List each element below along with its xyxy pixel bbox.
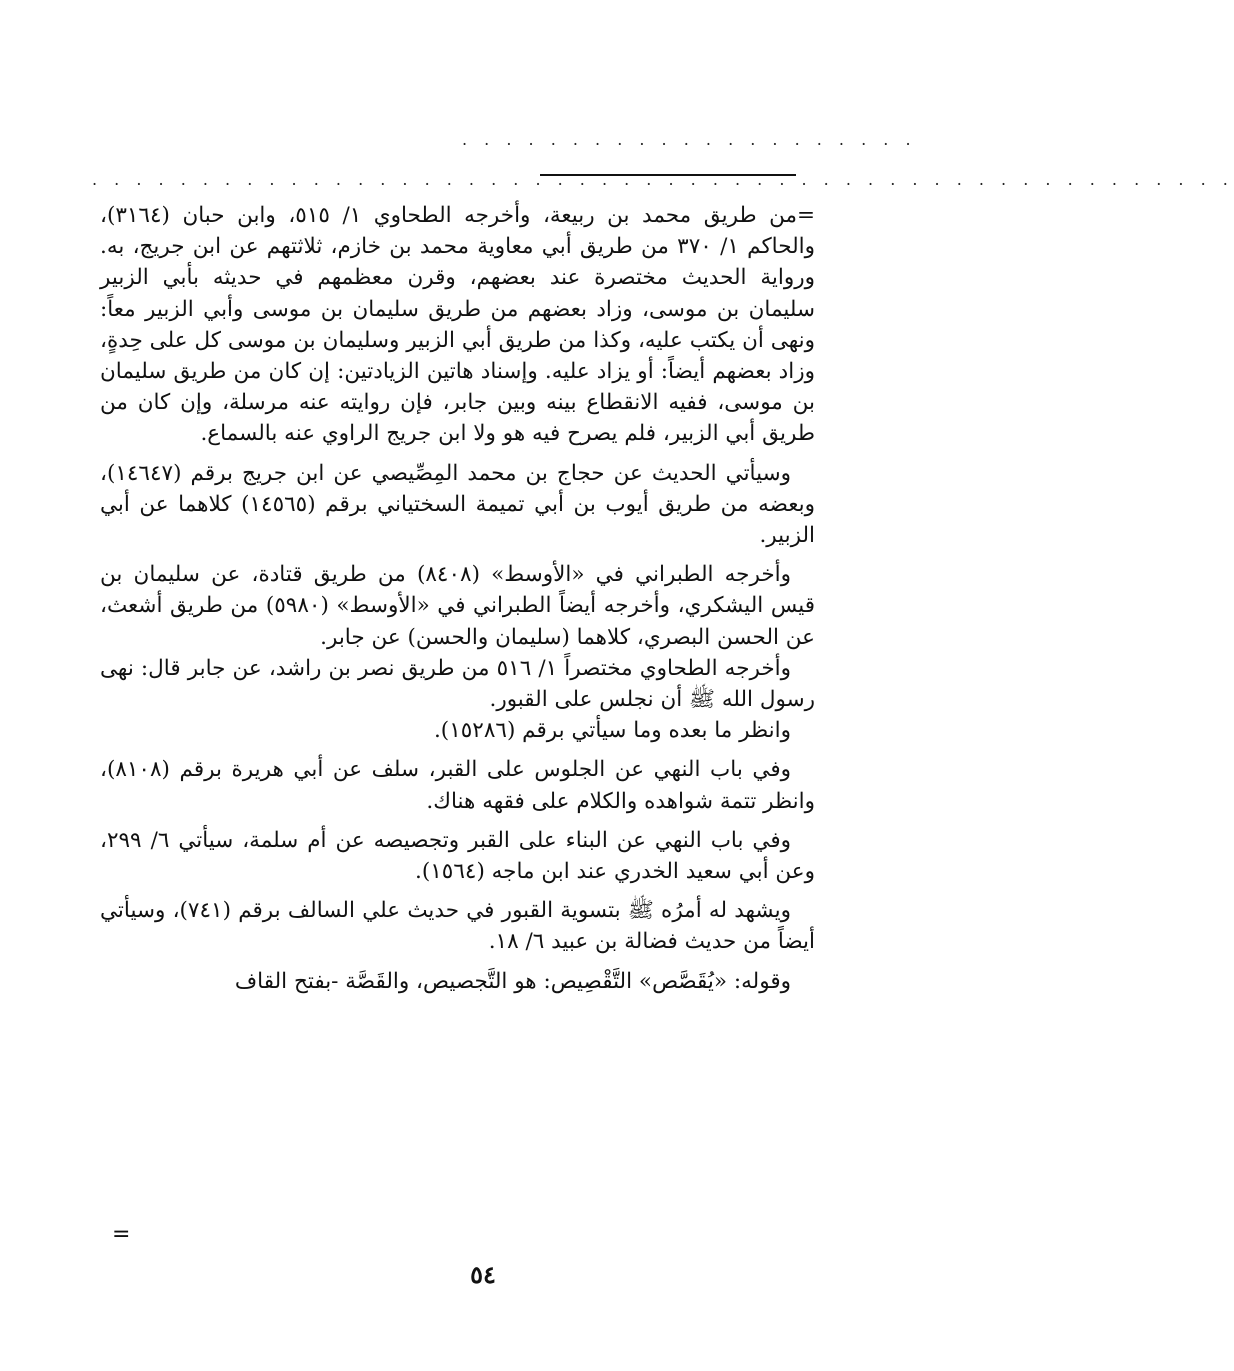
paragraph-4: وأخرجه الطحاوي مختصراً ١/ ٥١٦ من طريق نصر بن راشد، عن جابر قال: نهى رسول الله ﷺ أن نجلس على القبور. xyxy=(100,655,815,713)
paragraph-8: ويشهد له أمرُه ﷺ بتسوية القبور في حديث علي السالف برقم (٧٤١)، وسيأتي أيضاً من حديث فضالة بن عبيد ٦/ ١٨. xyxy=(100,898,815,955)
paragraph-6: وفي باب النهي عن الجلوس على القبر، سلف عن أبي هريرة برقم (٨١٠٨)، وانظر تتمة شواهده والكلام على فقهه هناك. xyxy=(100,757,815,814)
dotted-separator xyxy=(92,120,1234,200)
footnote-text xyxy=(100,200,815,997)
paragraph-5: وانظر ما بعده وما سيأتي برقم (١٥٢٨٦). xyxy=(433,718,791,744)
paragraph-2: وسيأتي الحديث عن حجاج بن محمد المِصِّيصي عن ابن جريج برقم (١٤٦٤٧)، وبعضه من طريق أيوب بن أبي تميمة السختياني برقم (١٤٥٦٥) كلاهما عن أبي الزبير. xyxy=(100,460,815,549)
footnote-rule xyxy=(540,174,796,176)
paragraph-1: =من طريق محمد بن ربيعة، وأخرجه الطحاوي ١/ ٥١٥، وابن حبان (٣١٦٤)، والحاكم ١/ ٣٧٠ من طريق أبي معاوية محمد بن خازم، ثلاثتهم عن ابن جريج، به. ورواية الحديث مختصرة عند بعضهم، وقرن معظمهم في حديثه بأبي الزبير سليمان بن موسى، وزاد بعضهم من طريق سليمان بن موسى وأبي الزبير معاً: ونهى أن يكتب عليه، وكذا من طريق أبي الزبير وسليمان بن موسى كل على حِدةٍ، وزاد بعضهم أيضاً: أو يزاد عليه. وإسناد هاتين الزيادتين: إن كان من طريق سليمان بن موسى، ففيه الانقطاع بينه وبين جابر، فإن روايته عنه مرسلة، وإن كان من طريق أبي الزبير، فلم يصرح فيه هو ولا ابن جريج الراوي عنه بالسماع. xyxy=(100,203,816,447)
continuation-mark: = xyxy=(112,1222,131,1247)
paragraph-9: وقوله: «يُقَصَّص» التَّقْصِيص: هو التَّجصيص، والقَصَّة -بفتح القاف xyxy=(234,968,791,994)
paragraph-7: وفي باب النهي عن البناء على القبر وتجصيصه عن أم سلمة، سيأتي ٦/ ٢٩٩، وعن أبي سعيد الخدري عند ابن ماجه (١٥٦٤). xyxy=(100,827,815,885)
dotted-line-bottom: . . . . . . . . . . . . . . . . . . . . . . . . . . . . . . . . . . . . . . . . . . . . . . . . . . . . xyxy=(92,170,1234,189)
paragraph-3: وأخرجه الطبراني في «الأوسط» (٨٤٠٨) من طريق قتادة، عن سليمان بن قيس اليشكري، وأخرجه أيضاً الطبراني في «الأوسط» (٥٩٨٠) من طريق أشعث، عن الحسن البصري، كلاهما (سليمان والحسن) عن جابر. xyxy=(100,562,816,650)
dotted-line-top: . . . . . . . . . . . . . . . . . . . . . xyxy=(462,130,917,149)
page-number: ٥٤ xyxy=(470,1260,496,1289)
